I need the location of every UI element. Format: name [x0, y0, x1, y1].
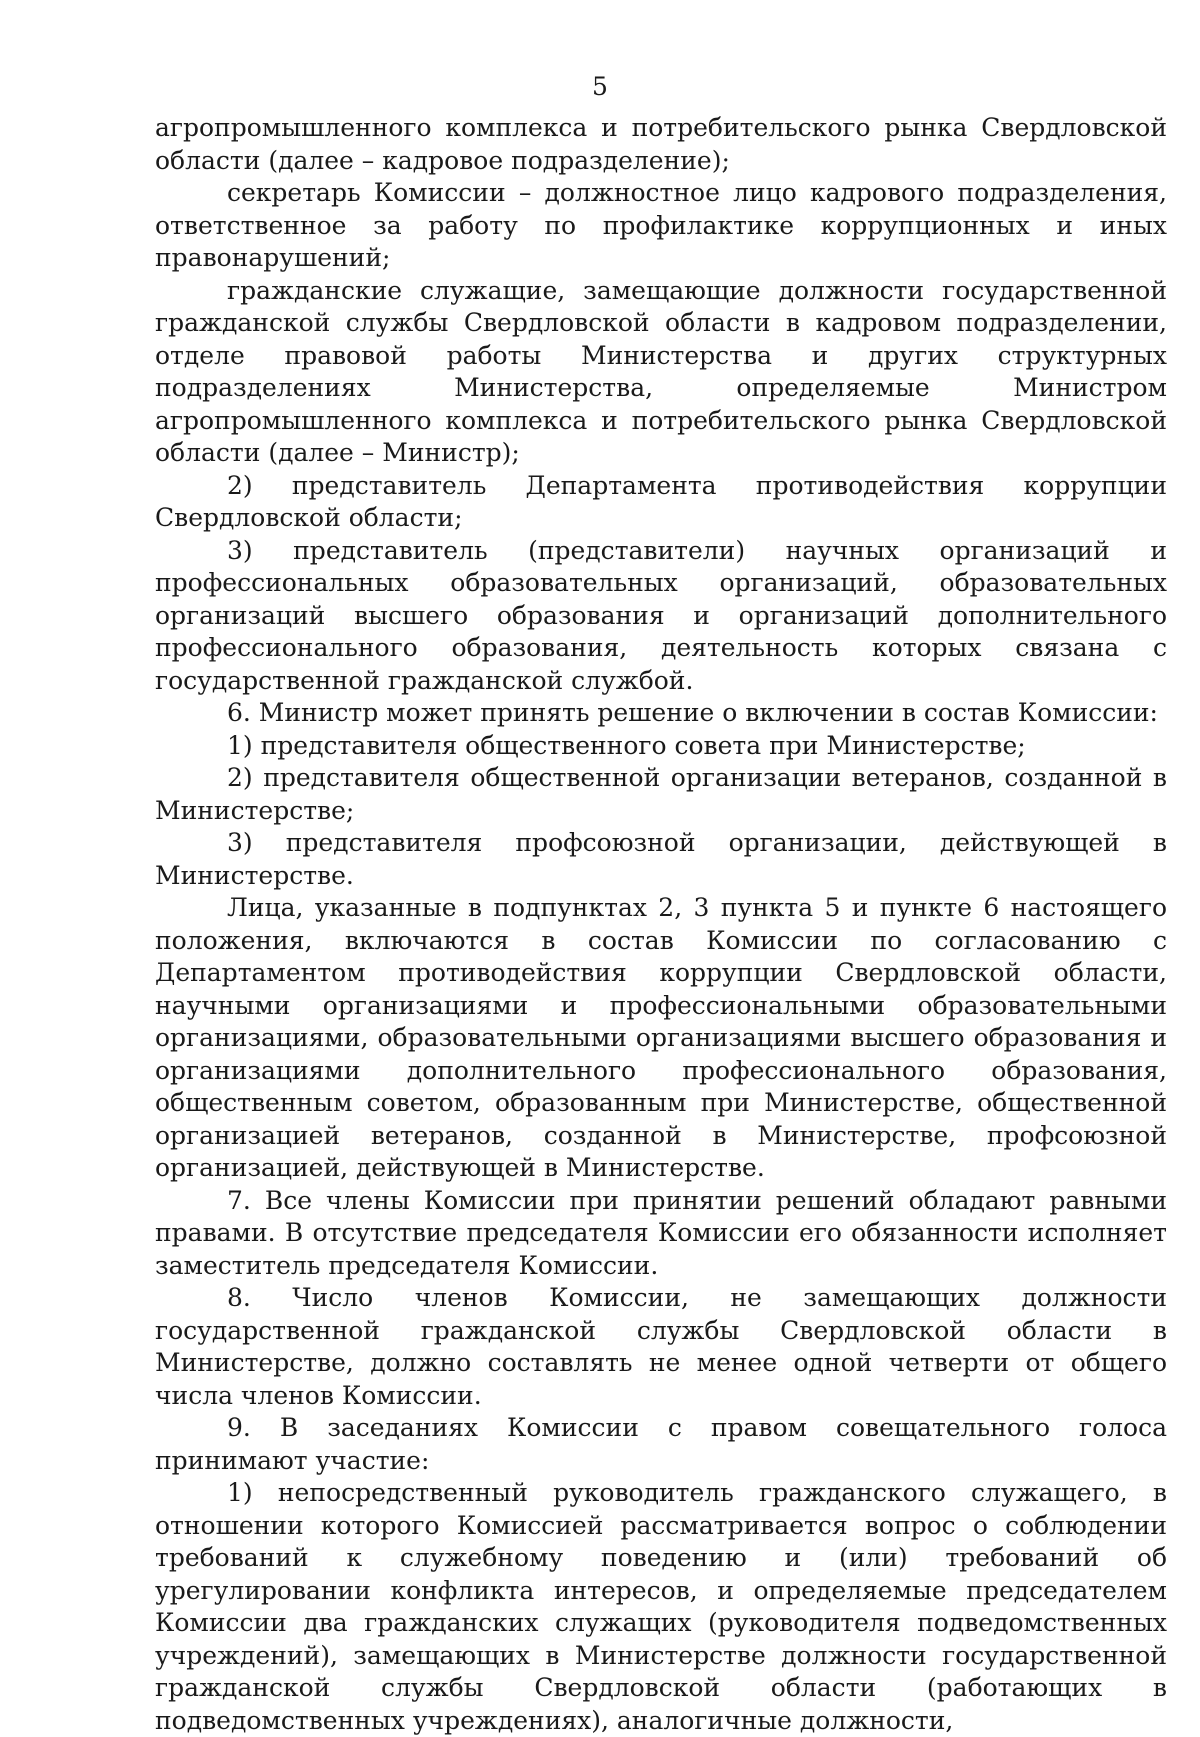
paragraph: агропромышленного комплекса и потребительского рынка Свердловской области (далее – кадровое подразделение); — [155, 113, 1167, 175]
document-body — [155, 112, 1167, 1737]
paragraph: 3) представителя профсоюзной организации, действующей в Министерстве. — [155, 828, 1167, 890]
paragraph: Лица, указанные в подпунктах 2, 3 пункта 5 и пункте 6 настоящего положения, включаются в состав Комиссии по согласованию с Департаментом противодействия коррупции Свердловской области, научными организациями и профессиональными образовательными организациями, образовательными организациями высшего образования и организациями дополнительного профессионального образования, общественным советом, образованным при Министерстве, общественной организацией ветеранов, созданной в Министерстве, профсоюзной организацией, действующей в Министерстве. — [155, 893, 1167, 1182]
paragraph: гражданские служащие, замещающие должности государственной гражданской службы Свердловской области в кадровом подразделении, отделе правовой работы Министерства и других структурных подразделениях Министерства, определяемые Министром агропромышленного комплекса и потребительского рынка Свердловской области (далее – Министр); — [155, 275, 1167, 467]
paragraph: 1) представителя общественного совета при Министерстве; — [227, 730, 1026, 760]
paragraph: 1) непосредственный руководитель гражданского служащего, в отношении которого Комиссией рассматривается вопрос о соблюдении требований к служебному поведению и (или) требований об урегулировании конфликта интересов, и определяемые председателем Комиссии два гражданских служащих (руководителя подведомственных учреждений), замещающих в Министерстве должности государственной гражданской службы Свердловской области (работающих в подведомственных учреждениях), аналогичные должности, — [155, 1478, 1167, 1735]
paragraph: 6. Министр может принять решение о включении в состав Комиссии: — [227, 698, 1158, 727]
paragraph: 2) представителя общественной организации ветеранов, созданной в Министерстве; — [155, 763, 1167, 825]
paragraph: 7. Все члены Комиссии при принятии решений обладают равными правами. В отсутствие председателя Комиссии его обязанности исполняет заместитель председателя Комиссии. — [155, 1185, 1167, 1280]
paragraph: секретарь Комиссии – должностное лицо кадрового подразделения, ответственное за работу по профилактике коррупционных и иных правонарушений; — [155, 178, 1167, 272]
page-number: 5 — [592, 72, 608, 101]
paragraph: 2) представитель Департамента противодействия коррупции Свердловской области; — [155, 470, 1167, 532]
paragraph: 9. В заседаниях Комиссии с правом совещательного голоса принимают участие: — [155, 1413, 1167, 1475]
paragraph: 3) представитель (представители) научных организаций и профессиональных образовательных организаций, образовательных организаций высшего образования и организаций дополнительного профессионального образования, деятельность которых связана с государственной гражданской службой. — [155, 535, 1167, 695]
paragraph: 8. Число членов Комиссии, не замещающих должности государственной гражданской службы Свердловской области в Министерстве, должно составлять не менее одной четверти от общего числа членов Комиссии. — [155, 1283, 1167, 1410]
